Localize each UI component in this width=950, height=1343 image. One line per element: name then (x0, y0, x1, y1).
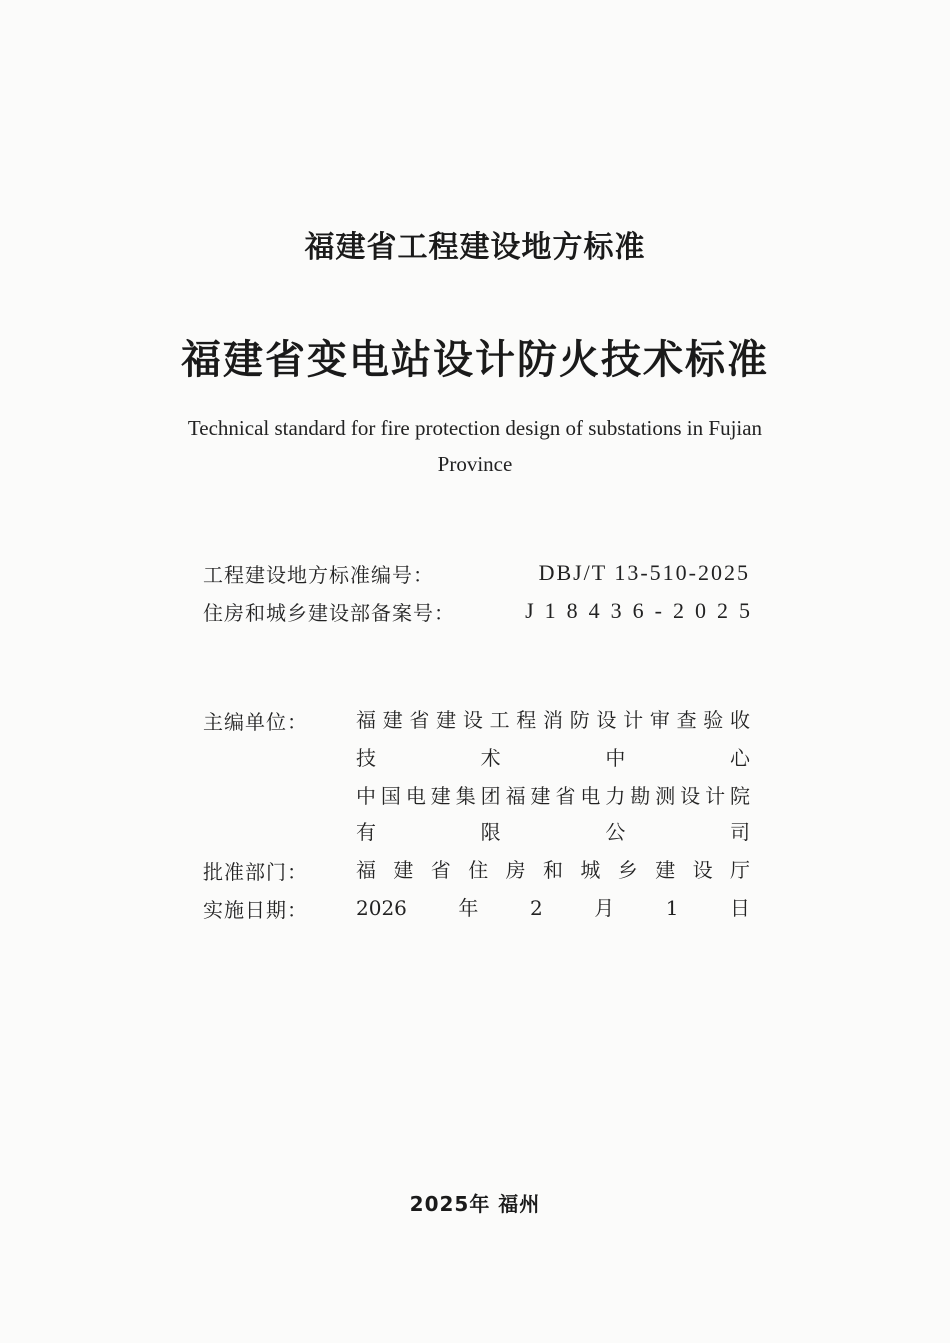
editor-org-1-line-2: 技术中心 (356, 746, 750, 770)
editor-label: 主编单位： (203, 710, 308, 734)
implementation-date-label: 实施日期： (203, 898, 308, 922)
approval-label: 批准部门： (203, 860, 308, 884)
english-title-line-1: Technical standard for fire protection design of substations in Fujian (187, 416, 763, 440)
record-number-value: J18436-2025 (525, 598, 761, 623)
implementation-date-value: 2026年2月1日 (356, 896, 750, 920)
editor-org-2-line-2: 有限公司 (356, 820, 750, 844)
record-number-label: 住房和城乡建设部备案号： (203, 600, 455, 625)
editor-org-2-line-1: 中国电建集团福建省电力勘测设计院 (356, 784, 750, 808)
editor-org-1-line-1: 福建省建设工程消防设计审查验收 (356, 708, 750, 732)
publication-year-place: 2025年 福州 (409, 1192, 541, 1216)
english-title (150, 410, 800, 482)
main-title: 福建省变电站设计防火技术标准 (181, 337, 769, 383)
record-number-row (203, 594, 761, 628)
english-title-line-2: Province (437, 452, 513, 476)
local-standard-number-row (203, 556, 750, 590)
local-standard-number-value: DBJ/T 13-510-2025 (538, 560, 750, 585)
approval-value: 福建省住房和城乡建设厅 (356, 858, 750, 882)
series-title: 福建省工程建设地方标准 (304, 230, 646, 265)
local-standard-number-label: 工程建设地方标准编号： (203, 562, 434, 587)
